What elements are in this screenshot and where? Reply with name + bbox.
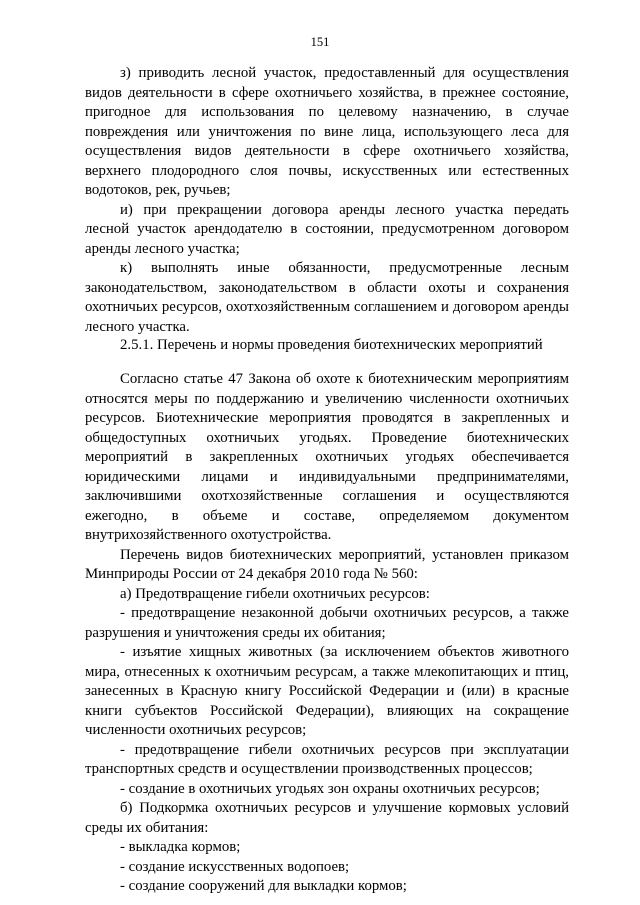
list-item: - создание в охотничьих угодьях зон охраны охотничьих ресурсов; (120, 780, 540, 797)
paragraph-k: к) выполнять иные обязанности, предусмотренные лесным законодательством, законодательством в области охоты и сохранения охотничьих ресурсов, охотхозяйственным соглашением и договором аренды лесного участка. (85, 260, 569, 335)
list-item: - изъятие хищных животных (за исключением объектов животного мира, отнесенных к охотничьим ресурсам, а также млекопитающих и птиц, занесенных в Красную книгу Российской Федерации и (или) в красные книги субъектов Российской Федерации), влияющих на сокращение численности охотничьих ресурсов; (85, 644, 569, 738)
paragraph-list-intro: Перечень видов биотехнических мероприятий, установлен приказом Минприроды России от 24 декабря 2010 года № 560: (85, 546, 569, 582)
list-item: - создание сооружений для выкладки кормов; (120, 878, 407, 894)
page-number: 151 (310, 35, 330, 49)
section-biotech (85, 370, 569, 897)
list-item: - предотвращение незаконной добычи охотничьих ресурсов, а также разрушения и уничтожения среды их обитания; (85, 605, 569, 641)
list-item: - предотвращение гибели охотничьих ресурсов при эксплуатации транспортных средств и осуществлении производственных процессов; (85, 741, 569, 777)
section-obligations (85, 64, 569, 337)
paragraph-i: и) при прекращении договора аренды лесного участка передать лесной участок арендодателю в состоянии, предусмотренном договором аренды лесного участка; (85, 201, 569, 257)
list-heading-a: а) Предотвращение гибели охотничьих ресурсов: (120, 585, 430, 602)
paragraph-z: з) приводить лесной участок, предоставленный для осуществления видов деятельности в сфере охотничьего хозяйства, в прежнее состояние, пригодное для использования по целевому назначению, в случае повреждения или уничтожения по вине лица, использующего леса для осуществления видов деятельности в сфере охотничьего хозяйства, верхнего плодородного слоя почвы, искусственных или естественных водотоков, рек, ручьев; (85, 65, 569, 198)
paragraph-intro: Согласно статье 47 Закона об охоте к биотехническим мероприятиям относятся меры по поддержанию и увеличению численности охотничьих ресурсов. Биотехнические мероприятия проводятся в закрепленных и общедоступных охотничьих угодьях. Проведение биотехнических мероприятий в закрепленных охотничьих угодьях обеспечивается юридическими лицами и индивидуальными предпринимателями, заключившими охотхозяйственные соглашения и осуществляются ежегодно, в объеме и составе, определяемом документом внутрихозяйственного охотустройства. (85, 371, 569, 543)
list-heading-b: б) Подкормка охотничьих ресурсов и улучшение кормовых условий среды их обитания: (85, 800, 569, 836)
list-item: - создание искусственных водопоев; (120, 858, 350, 875)
list-item: - выкладка кормов; (120, 839, 241, 855)
section-heading: 2.5.1. Перечень и нормы проведения биотехнических мероприятий (120, 337, 543, 353)
